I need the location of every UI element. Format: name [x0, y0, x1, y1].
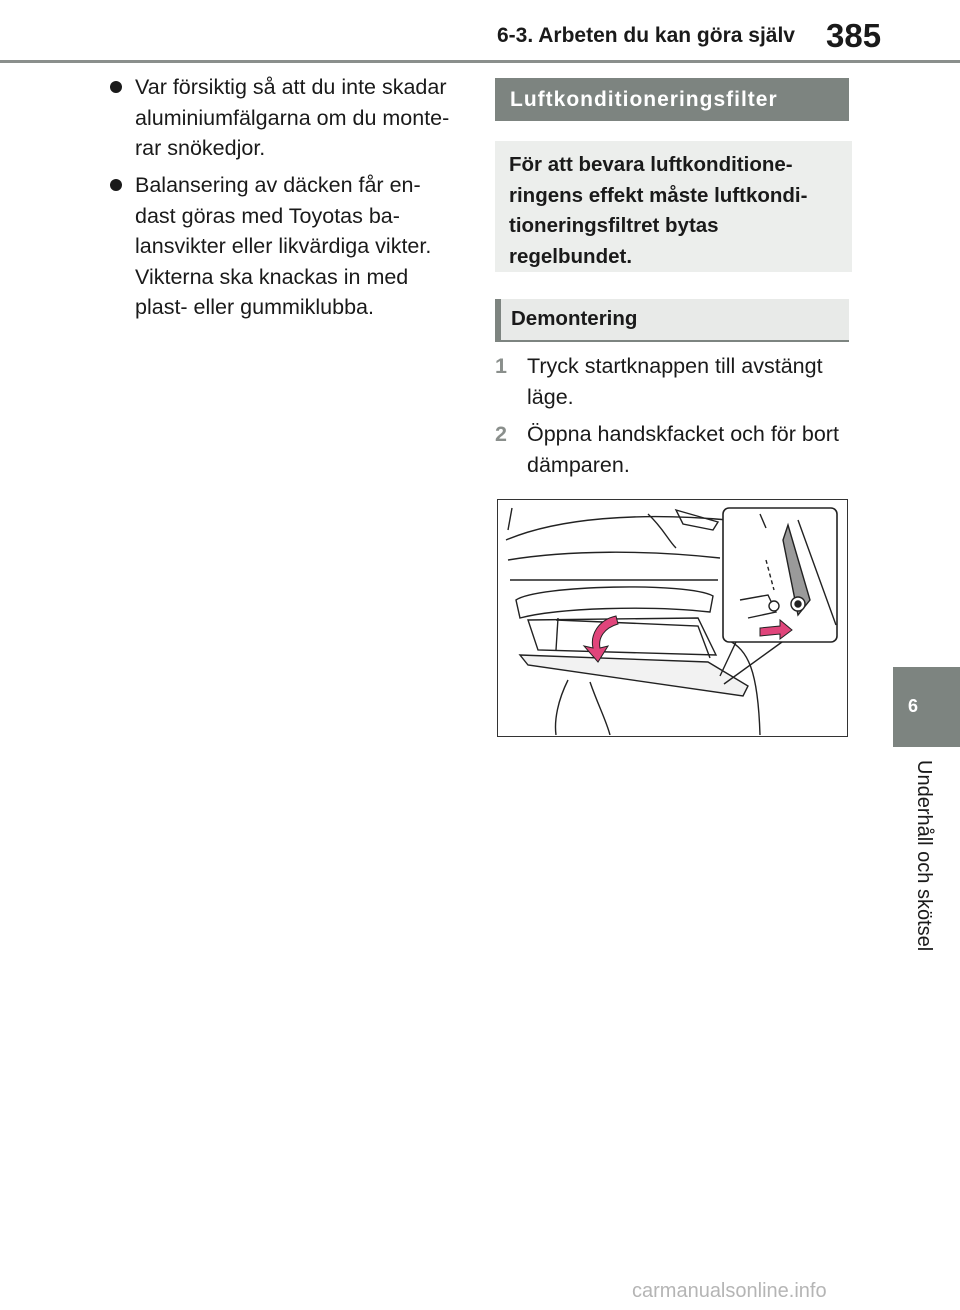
glovebox-drawing — [498, 500, 846, 735]
step-item — [495, 351, 845, 412]
step-text: Tryck startknappen till avstängt läge. — [527, 354, 823, 409]
bullet-text: Var försiktig så att du inte skadar aluminiumfälgarna om du monte-rar snökedjor. — [135, 75, 450, 160]
step-item — [495, 419, 845, 480]
chapter-number: 6 — [907, 696, 918, 716]
chapter-title: Underhåll och skötsel — [913, 760, 935, 952]
step-text: Öppna handskfacket och för bort dämparen. — [527, 422, 839, 477]
bullet-item — [110, 170, 460, 323]
subsection-heading: Demontering — [495, 299, 849, 342]
section-heading: Luftkonditioneringsfilter — [495, 78, 849, 121]
page-number: 385 — [826, 17, 882, 54]
header-divider — [0, 60, 960, 63]
bullet-item — [110, 72, 460, 164]
bullet-text: Balansering av däcken får en-dast göras med Toyotas ba-lansvikter eller likvärdiga vikter. Vikterna ska knackas in med plast- eller gummiklubba. — [135, 173, 432, 319]
step-number: 2 — [495, 422, 507, 446]
intro-text: För att bevara luftkonditione-ringens effekt måste luftkondi-tioneringsfiltret bytas regelbundet. — [509, 153, 808, 268]
section-title: 6-3. Arbeten du kan göra själv — [497, 24, 795, 47]
step-number: 1 — [495, 354, 507, 378]
intro-box — [495, 141, 852, 272]
glovebox-illustration — [497, 499, 848, 737]
bullet-icon — [110, 81, 122, 93]
watermark: carmanualsonline.info — [632, 1280, 827, 1302]
open-arrow-icon — [584, 616, 618, 662]
bullet-icon — [110, 179, 122, 191]
